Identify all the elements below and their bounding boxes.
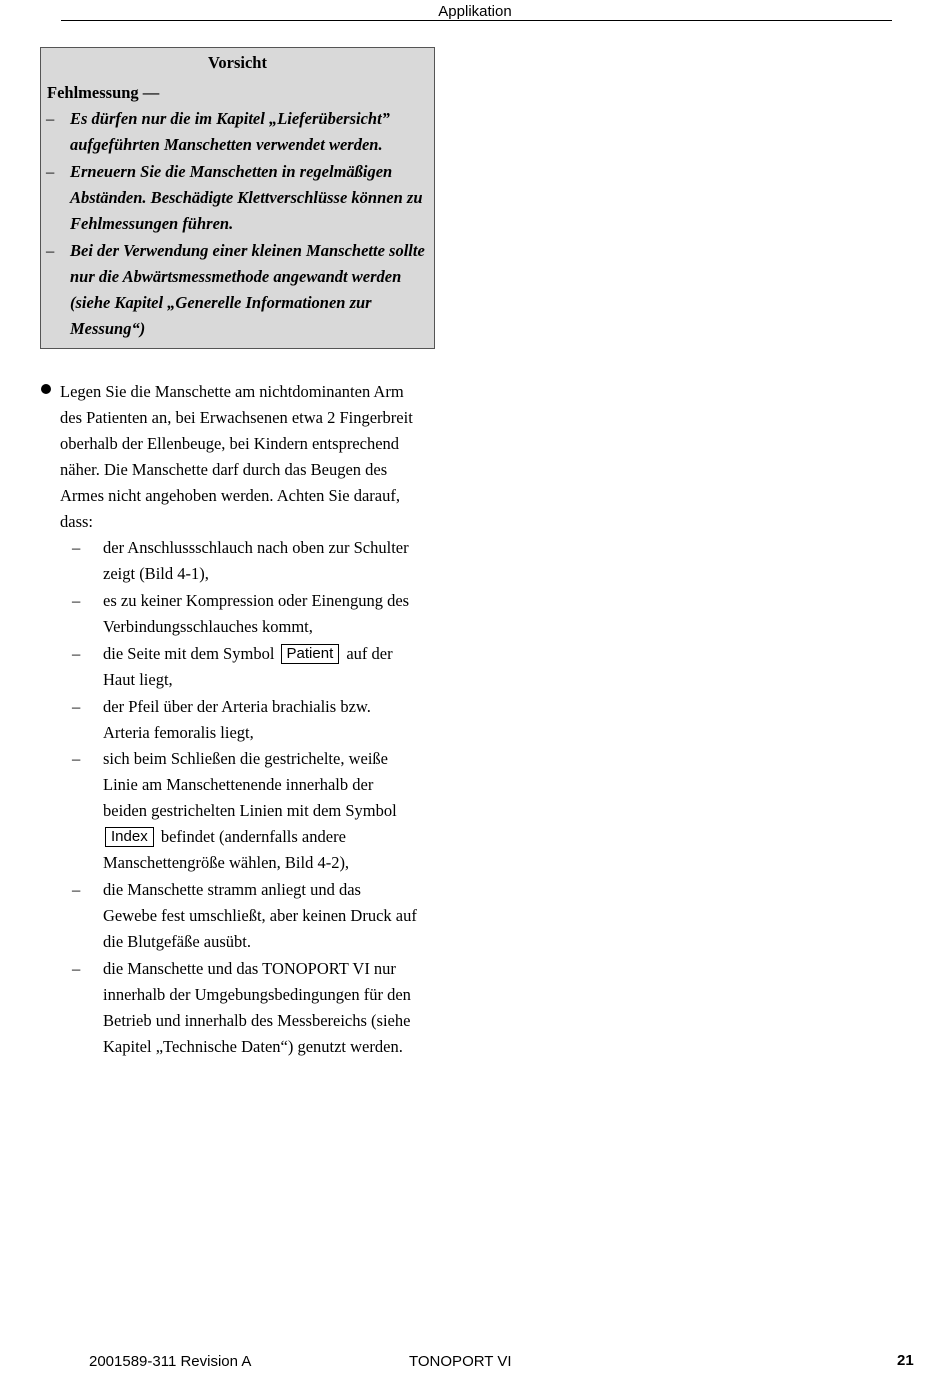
caution-item-text: Bei der Verwendung einer kleinen Manschette sollte nur die Abwärtsmessmethode angewandt werden (siehe Kapitel „Generelle Informationen zur Messung“) xyxy=(70,241,425,338)
list-item-text-before: die Seite mit dem Symbol xyxy=(103,644,275,663)
patient-symbol-box: Patient xyxy=(281,644,340,664)
index-symbol-box: Index xyxy=(105,827,154,847)
instruction-text: Legen Sie die Manschette am nichtdominanten Arm des Patienten an, bei Erwachsenen etwa 2 Fingerbreit oberhalb der Ellenbeuge, bei Kindern entsprechend näher. Die Manschette darf durch das Beugen des Armes nicht angehoben werden. Achten Sie darauf, dass: xyxy=(60,382,413,531)
dash: – xyxy=(72,880,81,899)
list-item-text-after: auf der Haut liegt, xyxy=(103,644,393,689)
list-item-text: die Manschette stramm anliegt und das Gewebe fest umschließt, aber keinen Druck auf die Blutgefäße ausübt. xyxy=(103,880,417,951)
bullet-icon xyxy=(41,384,51,394)
caution-heading: Vorsicht xyxy=(208,53,267,72)
dash: – xyxy=(46,109,55,128)
list-item-text: der Anschlussschlauch nach oben zur Schulter zeigt (Bild 4-1), xyxy=(103,538,409,583)
page-header-title: Applikation xyxy=(438,3,512,20)
list-item-text: die Manschette und das TONOPORT VI nur innerhalb der Umgebungsbedingungen für den Betrieb und innerhalb des Messbereichs (siehe Kapitel „Technische Daten“) genutzt werden. xyxy=(103,959,411,1056)
dash: – xyxy=(72,591,81,610)
dash: – xyxy=(72,959,81,978)
caution-box xyxy=(40,47,435,349)
dash: – xyxy=(72,749,81,768)
footer-doc-number: 2001589-311 Revision A xyxy=(89,1353,252,1370)
page-number: 21 xyxy=(897,1352,914,1369)
dash: – xyxy=(46,241,55,260)
list-item-text: der Pfeil über der Arteria brachialis bzw. Arteria femoralis liegt, xyxy=(103,697,371,742)
dash: – xyxy=(46,162,55,181)
dash: – xyxy=(72,538,81,557)
dash: – xyxy=(72,697,81,716)
list-item-text xyxy=(103,746,418,876)
footer-product-name: TONOPORT VI xyxy=(409,1353,512,1370)
list-item-text xyxy=(103,641,418,693)
caution-subheading: Fehlmessung — xyxy=(47,83,160,102)
list-item-text-before: sich beim Schließen die gestrichelte, weiße Linie am Manschettenende innerhalb der beiden gestrichelten Linien mit dem Symbol xyxy=(103,749,397,820)
caution-item-text: Erneuern Sie die Manschetten in regelmäßigen Abständen. Beschädigte Klettverschlüsse können zu Fehlmessungen führen. xyxy=(70,162,423,233)
caution-item-text: Es dürfen nur die im Kapitel „Lieferübersicht” aufgeführten Manschetten verwendet werden. xyxy=(70,109,390,154)
list-item-text-after: befindet (andernfalls andere Manschettengröße wählen, Bild 4-2), xyxy=(103,827,350,872)
dash: – xyxy=(72,644,81,663)
header-rule xyxy=(61,20,892,21)
list-item-text: es zu keiner Kompression oder Einengung des Verbindungsschlauches kommt, xyxy=(103,591,410,636)
